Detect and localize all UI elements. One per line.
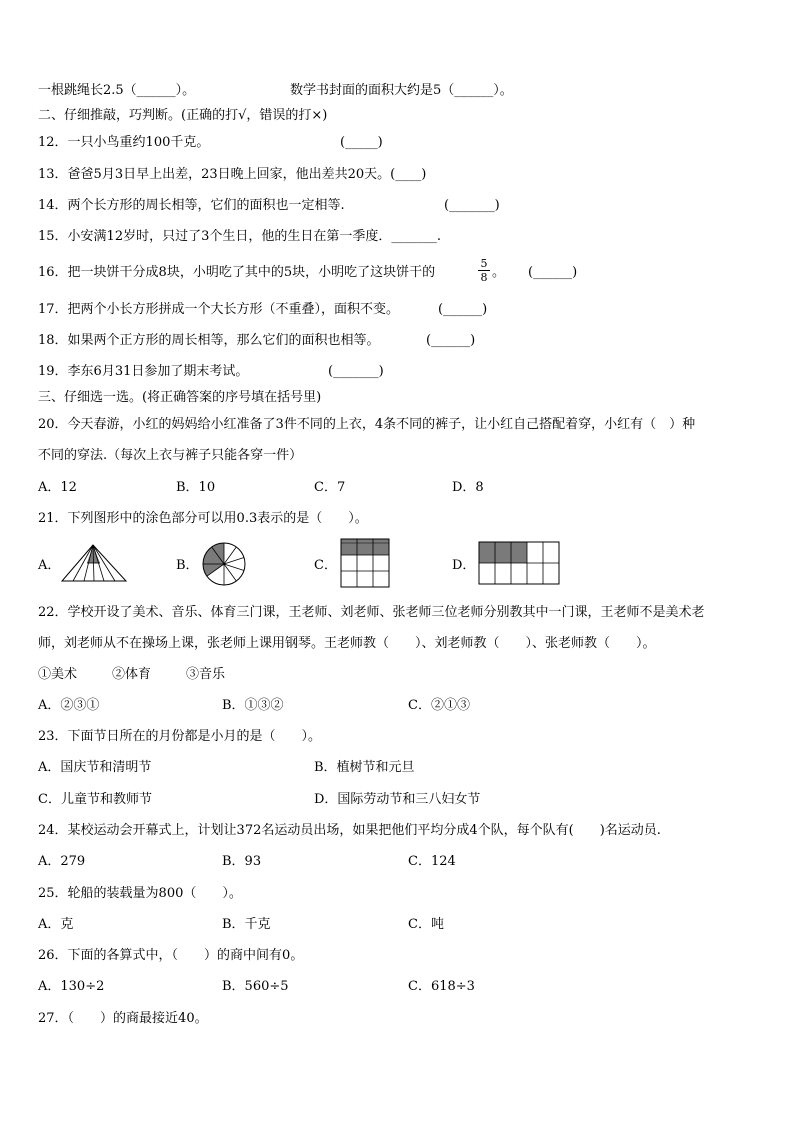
question-16-end: 。	[492, 265, 506, 280]
question-23-option-a: A．国庆节和清明节	[38, 760, 152, 775]
question-23-option-b: B．植树节和元旦	[314, 760, 415, 775]
question-24-option-a: A．279	[38, 854, 86, 869]
question-16-fraction	[478, 258, 490, 283]
section-2-heading: 二、仔细推敲，巧判断。(正确的打√，错误的打×)	[38, 108, 328, 123]
q-top-left: 一根跳绳长2.5（______）。	[38, 83, 196, 98]
question-25-option-c: C．吨	[408, 917, 444, 932]
question-25-option-a: A．克	[38, 917, 74, 932]
question-20-option-b: B．10	[176, 480, 216, 495]
question-26: 26．下面的各算式中，（ ）的商中间有0。	[38, 948, 304, 963]
question-22-option-a: A．②③①	[38, 698, 100, 713]
figure-a-triangle	[60, 543, 128, 583]
question-23-option-d: D．国际劳动节和三八妇女节	[314, 792, 481, 807]
question-21-label-a: A．	[38, 558, 61, 573]
question-20-option-c: C．7	[314, 480, 346, 495]
question-22-item-2: ②体育	[112, 667, 152, 682]
question-15: 15．小安满12岁时，只过了3个生日，他的生日在第一季度．_______.	[38, 229, 441, 244]
question-22-line1: 22．学校开设了美术、音乐、体育三门课，王老师、刘老师、张老师三位老师分别教其中一门课，王老师不是美术老	[38, 605, 705, 620]
figure-d-grid	[478, 541, 560, 585]
question-22-option-c: C．②①③	[408, 698, 470, 713]
question-19-blank: (_______)	[328, 364, 384, 379]
question-20-line1: 20．今天春游，小红的妈妈给小红准备了3件不同的上衣，4条不同的裤子，让小红自己搭配着穿，小红有（ ）种	[38, 417, 696, 432]
question-24-option-c: C．124	[408, 854, 456, 869]
question-23-option-c: C．儿童节和教师节	[38, 792, 152, 807]
question-14: 14．两个长方形的周长相等，它们的面积也一定相等.	[38, 198, 345, 213]
question-14-blank: (_______)	[444, 198, 500, 213]
question-25: 25．轮船的装载量为800（ ）。	[38, 886, 242, 901]
q-top-right: 数学书封面的面积大约是5（______）。	[290, 83, 513, 98]
fraction-denominator: 8	[480, 271, 488, 284]
question-22-option-b: B．①③②	[222, 698, 284, 713]
question-16-blank: (______)	[528, 265, 578, 280]
question-26-option-c: C．618÷3	[408, 979, 475, 994]
question-16-text: 16．把一块饼干分成8块，小明吃了其中的5块，小明吃了这块饼干的	[38, 265, 436, 280]
question-12: 12．一只小鸟重约100千克。	[38, 135, 210, 150]
figure-c-grid	[340, 538, 390, 588]
question-18: 18．如果两个正方形的周长相等，那么它们的面积也相等。	[38, 333, 380, 348]
question-25-option-b: B．千克	[222, 917, 271, 932]
fraction-numerator: 5	[480, 257, 488, 270]
question-20-line2: 不同的穿法.（每次上衣与裤子只能各穿一件）	[38, 448, 303, 463]
question-17: 17．把两个小长方形拼成一个大长方形（不重叠），面积不变。	[38, 302, 400, 317]
question-21-label-d: D．	[452, 558, 476, 573]
question-23: 23．下面节日所在的月份都是小月的是（ ）。	[38, 729, 322, 744]
question-22-line2: 师，刘老师从不在操场上课，张老师上课用钢琴。王老师教（ ）、刘老师教（ ）、张老师教（ ）。	[38, 636, 656, 651]
question-22-item-3: ③音乐	[186, 667, 226, 682]
question-18-blank: (______)	[426, 333, 476, 348]
question-21: 21．下列图形中的涂色部分可以用0.3表示的是（ ）。	[38, 511, 368, 526]
question-19: 19．李东6月31日参加了期末考试。	[38, 364, 249, 379]
question-26-option-b: B．560÷5	[222, 979, 289, 994]
figure-b-circle	[201, 541, 247, 587]
question-20-option-a: A．12	[38, 480, 77, 495]
question-16	[38, 265, 435, 281]
question-20-option-d: D．8	[452, 480, 484, 495]
question-13: 13．爸爸5月3日早上出差，23日晚上回家，他出差共20天。(____)	[38, 167, 427, 182]
question-26-option-a: A．130÷2	[38, 979, 105, 994]
question-17-blank: (______)	[438, 302, 488, 317]
section-3-heading: 三、仔细选一选。(将正确答案的序号填在括号里)	[38, 390, 322, 405]
question-21-label-c: C．	[314, 558, 337, 573]
question-22-item-1: ①美术	[38, 667, 78, 682]
question-24-option-b: B．93	[222, 854, 262, 869]
question-21-label-b: B．	[176, 558, 199, 573]
question-12-blank: (_____)	[340, 135, 383, 150]
question-24: 24．某校运动会开幕式上，计划让372名运动员出场，如果把他们平均分成4个队，每个队有( )名运动员.	[38, 823, 661, 838]
question-27: 27．（ ）的商最接近40。	[38, 1011, 208, 1026]
